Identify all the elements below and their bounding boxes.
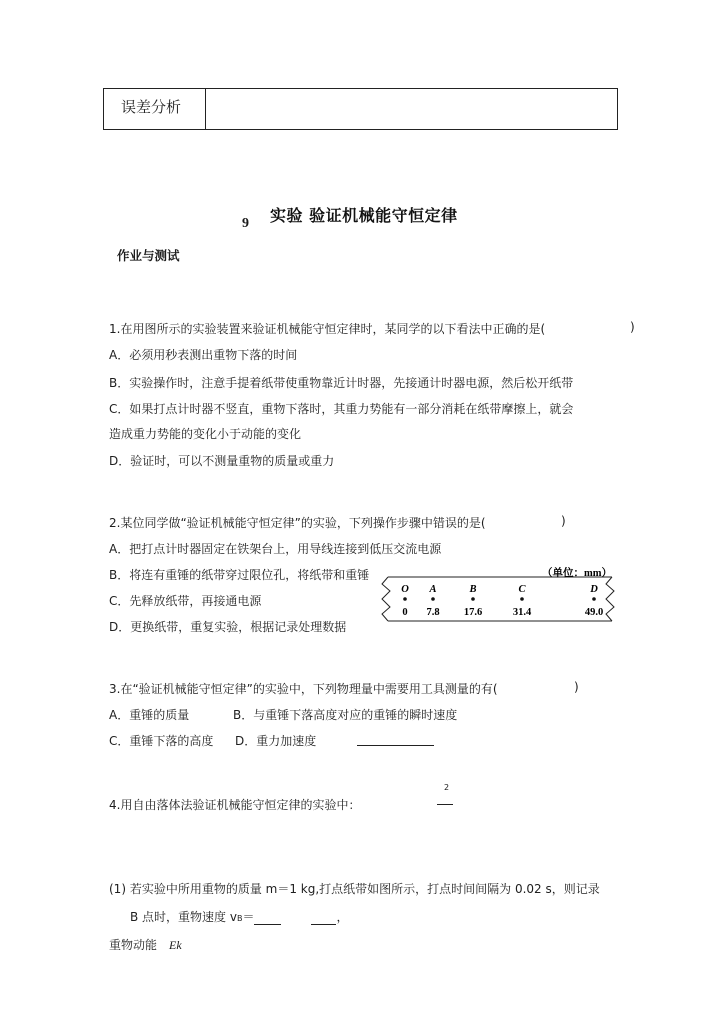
q4-vb-blank-2[interactable] (311, 910, 336, 925)
q4-stem: 4.用自由落体法验证机械能守恒定律的实验中： (109, 798, 361, 812)
error-analysis-table (103, 88, 618, 130)
q4-part1-comma: ， (336, 910, 349, 924)
tape-right-break (606, 577, 614, 621)
q2-option-d: D．更换纸带，重复实验，根据记录处理数据 (109, 620, 347, 634)
tape-point-value-d: 49.0 (584, 607, 604, 618)
paper-tape-figure (358, 566, 620, 628)
error-analysis-content[interactable] (206, 89, 617, 129)
q1-option-d: D．验证时，可以不测量重物的质量或重力 (109, 454, 335, 468)
q4-part1-eq: ＝ (242, 910, 255, 924)
tape-point-dot-a (431, 597, 435, 601)
tape-point-dot-o (403, 597, 407, 601)
tape-point-label-a: A (429, 584, 437, 595)
q3-option-a: A．重锤的质量 (109, 708, 190, 722)
tape-point-label-o: O (401, 584, 409, 595)
tape-point-label-c: C (518, 584, 526, 595)
q2-stem: 2.某位同学做“验证机械能守恒定律”的实验，下列操作步骤中错误的是( (109, 516, 486, 530)
tape-unit-label: （单位：mm） (542, 568, 612, 579)
tape-point-dot-c (520, 597, 524, 601)
q4-vb-blank-1[interactable] (254, 910, 281, 925)
tape-point-label-b: B (469, 584, 477, 595)
q4-part1-line1: (1) 若实验中所用重物的质量 m＝1 kg,打点纸带如图所示，打点时间间隔为 0.02 s，则记录 (109, 882, 600, 896)
tape-point-dot-b (471, 597, 475, 601)
q2-option-b: B．将连有重锤的纸带穿过限位孔，将纸带和重锤 (109, 568, 370, 582)
q2-close: ) (561, 514, 566, 528)
tape-left-break (382, 577, 390, 621)
q1-close: ) (630, 320, 635, 334)
q4-part1-vb-text: B 点时，重物速度 v (130, 910, 237, 924)
q3-answer-blank[interactable] (357, 745, 434, 746)
q1-stem: 1.在用图所示的实验装置来验证机械能守恒定律时，某同学的以下看法中正确的是( (109, 322, 546, 336)
tape-point-value-a: 7.8 (426, 607, 440, 618)
q4-part1-line2 (130, 908, 349, 925)
q4-part1-vb-sub: B (236, 914, 243, 923)
q1-option-c-cont: 造成重力势能的变化小于动能的变化 (109, 427, 302, 441)
q4-part1-line3 (109, 936, 182, 953)
q3-option-c: C．重锤下落的高度 (109, 734, 214, 748)
q4-kinetic-label: 重物动能 (109, 938, 158, 952)
page-title: 实验 验证机械能守恒定律 (270, 206, 458, 225)
tape-point-value-b: 17.6 (463, 607, 483, 618)
q2-option-a: A．把打点计时器固定在铁架台上，用导线连接到低压交流电源 (109, 542, 442, 556)
tape-point-label-d: D (590, 584, 598, 595)
q4-superscript: 2 (444, 783, 450, 792)
chapter-number: 9 (242, 216, 249, 231)
q3-option-b: B．与重锤下落高度对应的重锤的瞬时速度 (233, 708, 458, 722)
tape-point-dot-d (592, 597, 596, 601)
tape-point-value-c: 31.4 (512, 607, 532, 618)
section-title: 作业与测试 (117, 248, 180, 263)
error-analysis-label: 误差分析 (104, 89, 206, 129)
q4-fraction-bar (437, 804, 453, 805)
q1-option-a: A．必须用秒表测出重物下落的时间 (109, 348, 298, 362)
q3-stem: 3.在“验证机械能守恒定律”的实验中，下列物理量中需要用工具测量的有( (109, 682, 498, 696)
q2-option-c: C．先释放纸带，再接通电源 (109, 594, 262, 608)
tape-point-value-o: 0 (402, 607, 408, 618)
q1-option-c: C．如果打点计时器不竖直，重物下落时，其重力势能有一部分消耗在纸带摩擦上，就会 (109, 402, 574, 416)
paper-tape-svg (358, 566, 620, 628)
q3-option-d: D．重力加速度 (235, 734, 317, 748)
q4-ek-symbol: Ek (169, 938, 182, 952)
q1-option-b: B．实验操作时，注意手提着纸带使重物靠近计时器，先接通计时器电源，然后松开纸带 (109, 376, 574, 390)
q3-close: ) (574, 680, 579, 694)
